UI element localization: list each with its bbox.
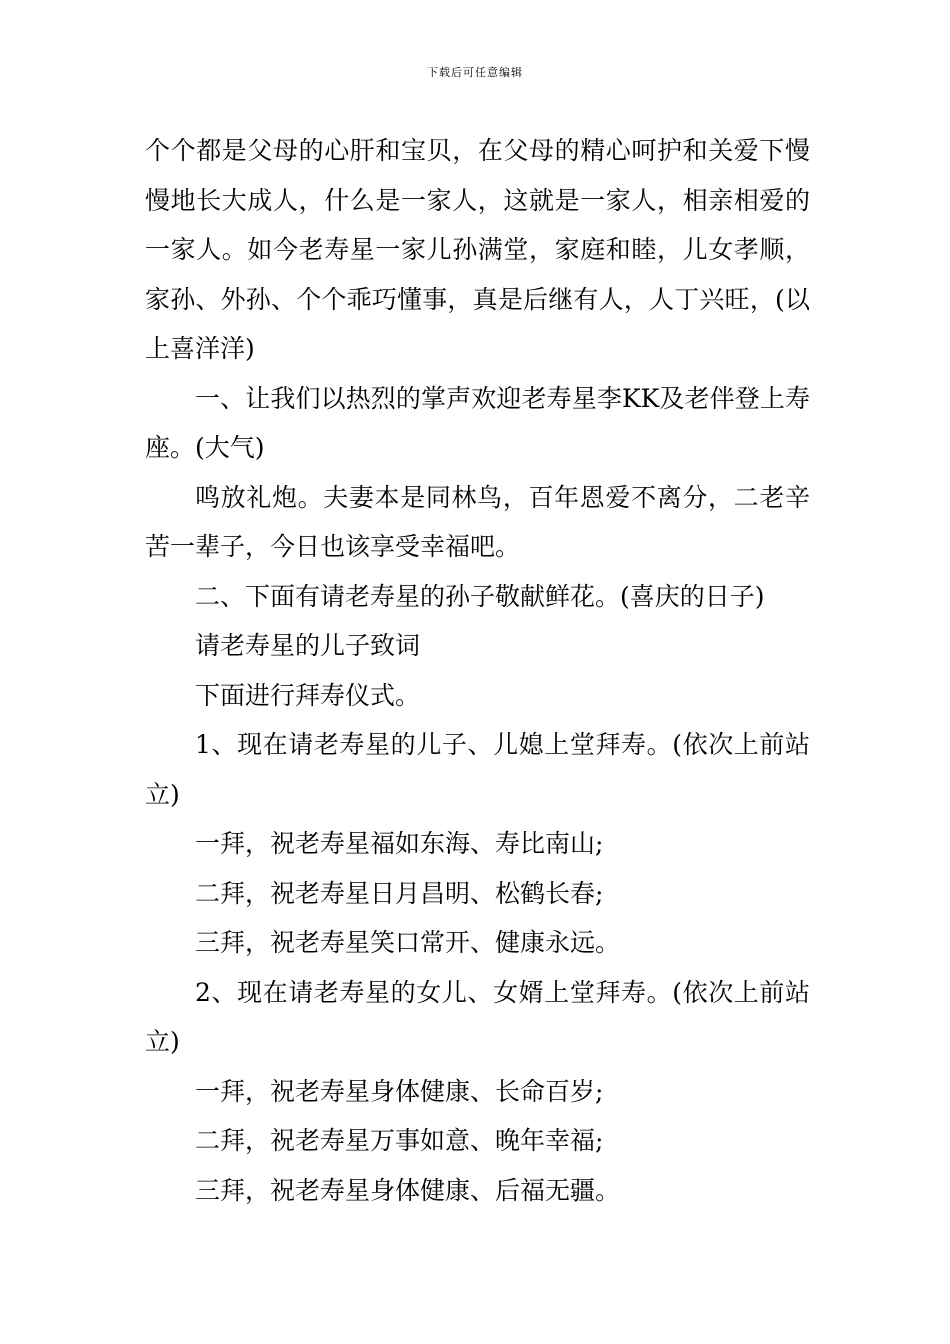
paragraph-9: 二拜，祝老寿星日月昌明、松鹤长春;: [195, 878, 604, 908]
paragraph-3: 鸣放礼炮。夫妻本是同林鸟，百年恩爱不离分，二老辛苦一辈子，今日也该享受幸福吧。: [145, 482, 810, 561]
paragraph-13: 二拜，祝老寿星万事如意、晚年幸福;: [195, 1126, 604, 1155]
document-body: [145, 126, 810, 1215]
paragraph-7: 1、现在请老寿星的儿子、儿媳上堂拜寿。(依次上前站立): [145, 730, 810, 809]
paragraph-2: 一、让我们以热烈的掌声欢迎老寿星李KK及老伴登上寿座。(大气): [145, 383, 810, 462]
paragraph-8: 一拜，祝老寿星福如东海、寿比南山;: [195, 829, 604, 858]
paragraph-4: 二、下面有请老寿星的孙子敬献鲜花。(喜庆的日子): [195, 581, 765, 611]
paragraph-6: 下面进行拜寿仪式。: [195, 680, 421, 710]
paragraph-1: 个个都是父母的心肝和宝贝，在父母的精心呵护和关爱下慢慢地长大成人，什么是一家人，这就是一家人，相亲相爱的一家人。如今老寿星一家儿孙满堂，家庭和睦，儿女孝顺，家孙、外孙、个个乖巧懂事，真是后继有人，人丁兴旺，(以上喜洋洋): [145, 136, 810, 363]
paragraph-12: 一拜，祝老寿星身体健康、长命百岁;: [195, 1076, 604, 1106]
paragraph-5: 请老寿星的儿子致词: [195, 631, 421, 660]
paragraph-10: 三拜，祝老寿星笑口常开、健康永远。: [195, 928, 621, 957]
paragraph-11: 2、现在请老寿星的女儿、女婿上堂拜寿。(依次上前站立): [145, 977, 810, 1056]
paragraph-14: 三拜，祝老寿星身体健康、后福无疆。: [195, 1175, 621, 1205]
page-header: 下载后可任意编辑: [427, 66, 523, 79]
